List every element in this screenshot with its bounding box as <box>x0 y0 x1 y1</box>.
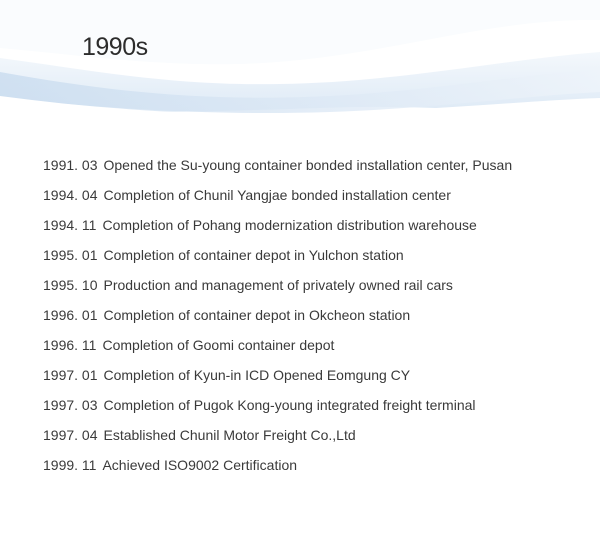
wave-decoration <box>0 0 600 130</box>
history-entry <box>43 394 512 424</box>
entry-text: Completion of Chunil Yangjae bonded installation center <box>103 187 451 203</box>
entry-text: Opened the Su-young container bonded installation center, Pusan <box>103 157 513 173</box>
history-entry <box>43 274 512 304</box>
history-entry <box>43 364 512 394</box>
entry-date: 1994. 11 <box>43 217 97 233</box>
entry-text: Production and management of privately owned rail cars <box>103 277 453 293</box>
history-entry <box>43 304 512 334</box>
entry-date: 1996. 11 <box>43 337 97 353</box>
entry-text: Established Chunil Motor Freight Co.,Ltd <box>103 427 356 443</box>
history-entry <box>43 424 512 454</box>
entry-text: Completion of Goomi container depot <box>102 337 335 353</box>
entry-date: 1991. 03 <box>43 157 98 173</box>
entry-date: 1997. 01 <box>43 367 98 383</box>
history-entry <box>43 244 512 274</box>
history-entry <box>43 334 512 364</box>
history-entry <box>43 214 512 244</box>
history-entry <box>43 154 512 184</box>
entry-text: Completion of Kyun-in ICD Opened Eomgung CY <box>103 367 411 383</box>
entry-date: 1995. 10 <box>43 277 98 293</box>
entry-text: Completion of container depot in Yulchon station <box>103 247 404 263</box>
header-banner <box>0 0 600 130</box>
entry-text: Achieved ISO9002 Certification <box>102 457 298 473</box>
history-list <box>43 154 512 484</box>
entry-date: 1996. 01 <box>43 307 98 323</box>
history-entry <box>43 454 512 484</box>
entry-text: Completion of Pugok Kong-young integrated freight terminal <box>103 397 476 413</box>
entry-date: 1995. 01 <box>43 247 98 263</box>
entry-date: 1997. 04 <box>43 427 98 443</box>
page-title: 1990s <box>82 33 148 61</box>
entry-text: Completion of Pohang modernization distribution warehouse <box>102 217 477 233</box>
entry-date: 1997. 03 <box>43 397 98 413</box>
entry-date: 1994. 04 <box>43 187 98 203</box>
entry-date: 1999. 11 <box>43 457 97 473</box>
entry-text: Completion of container depot in Okcheon station <box>103 307 411 323</box>
history-entry <box>43 184 512 214</box>
